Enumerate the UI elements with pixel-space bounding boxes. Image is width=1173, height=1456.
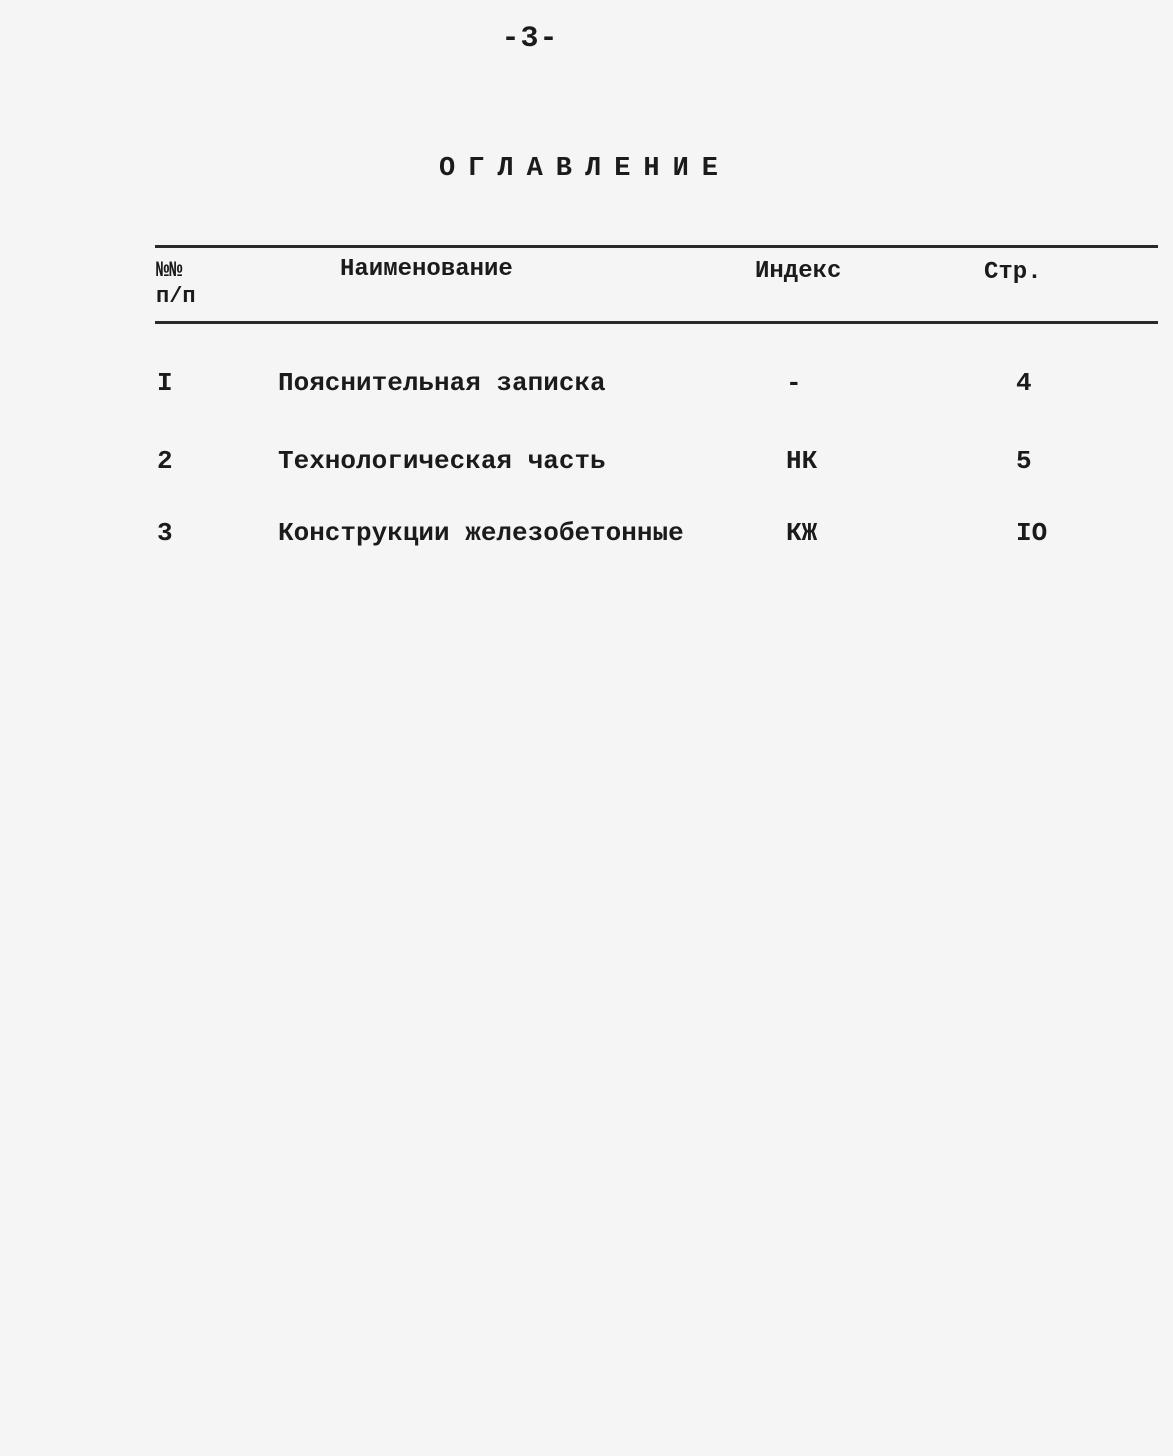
page-number: -3- — [501, 22, 559, 56]
row-name: Технологическая часть — [278, 446, 606, 476]
row-page: 4 — [1016, 368, 1032, 398]
table-header-rule — [155, 321, 1158, 324]
column-header-page: Стр. — [984, 259, 1042, 286]
row-page: IO — [1016, 518, 1048, 548]
document-title: ОГЛАВЛЕНИЕ — [438, 154, 732, 184]
column-header-number — [156, 258, 196, 310]
column-header-number-line2: п/п — [156, 284, 196, 309]
row-index: КЖ — [786, 518, 818, 548]
column-header-number-line1: №№ — [156, 258, 183, 283]
column-header-name: Наименование — [340, 256, 513, 283]
table-top-rule — [155, 245, 1158, 248]
row-name: Конструкции железобетонные — [278, 518, 684, 548]
row-number: 2 — [157, 446, 173, 476]
row-index: - — [786, 368, 802, 398]
row-page: 5 — [1016, 446, 1032, 476]
table-row — [0, 446, 1173, 486]
table-row — [0, 368, 1173, 408]
row-number: I — [157, 368, 173, 398]
column-header-index: Индекс — [755, 258, 842, 285]
table-row — [0, 518, 1173, 558]
row-name: Пояснительная записка — [278, 368, 606, 398]
row-index: НК — [786, 446, 818, 476]
row-number: 3 — [157, 518, 173, 548]
